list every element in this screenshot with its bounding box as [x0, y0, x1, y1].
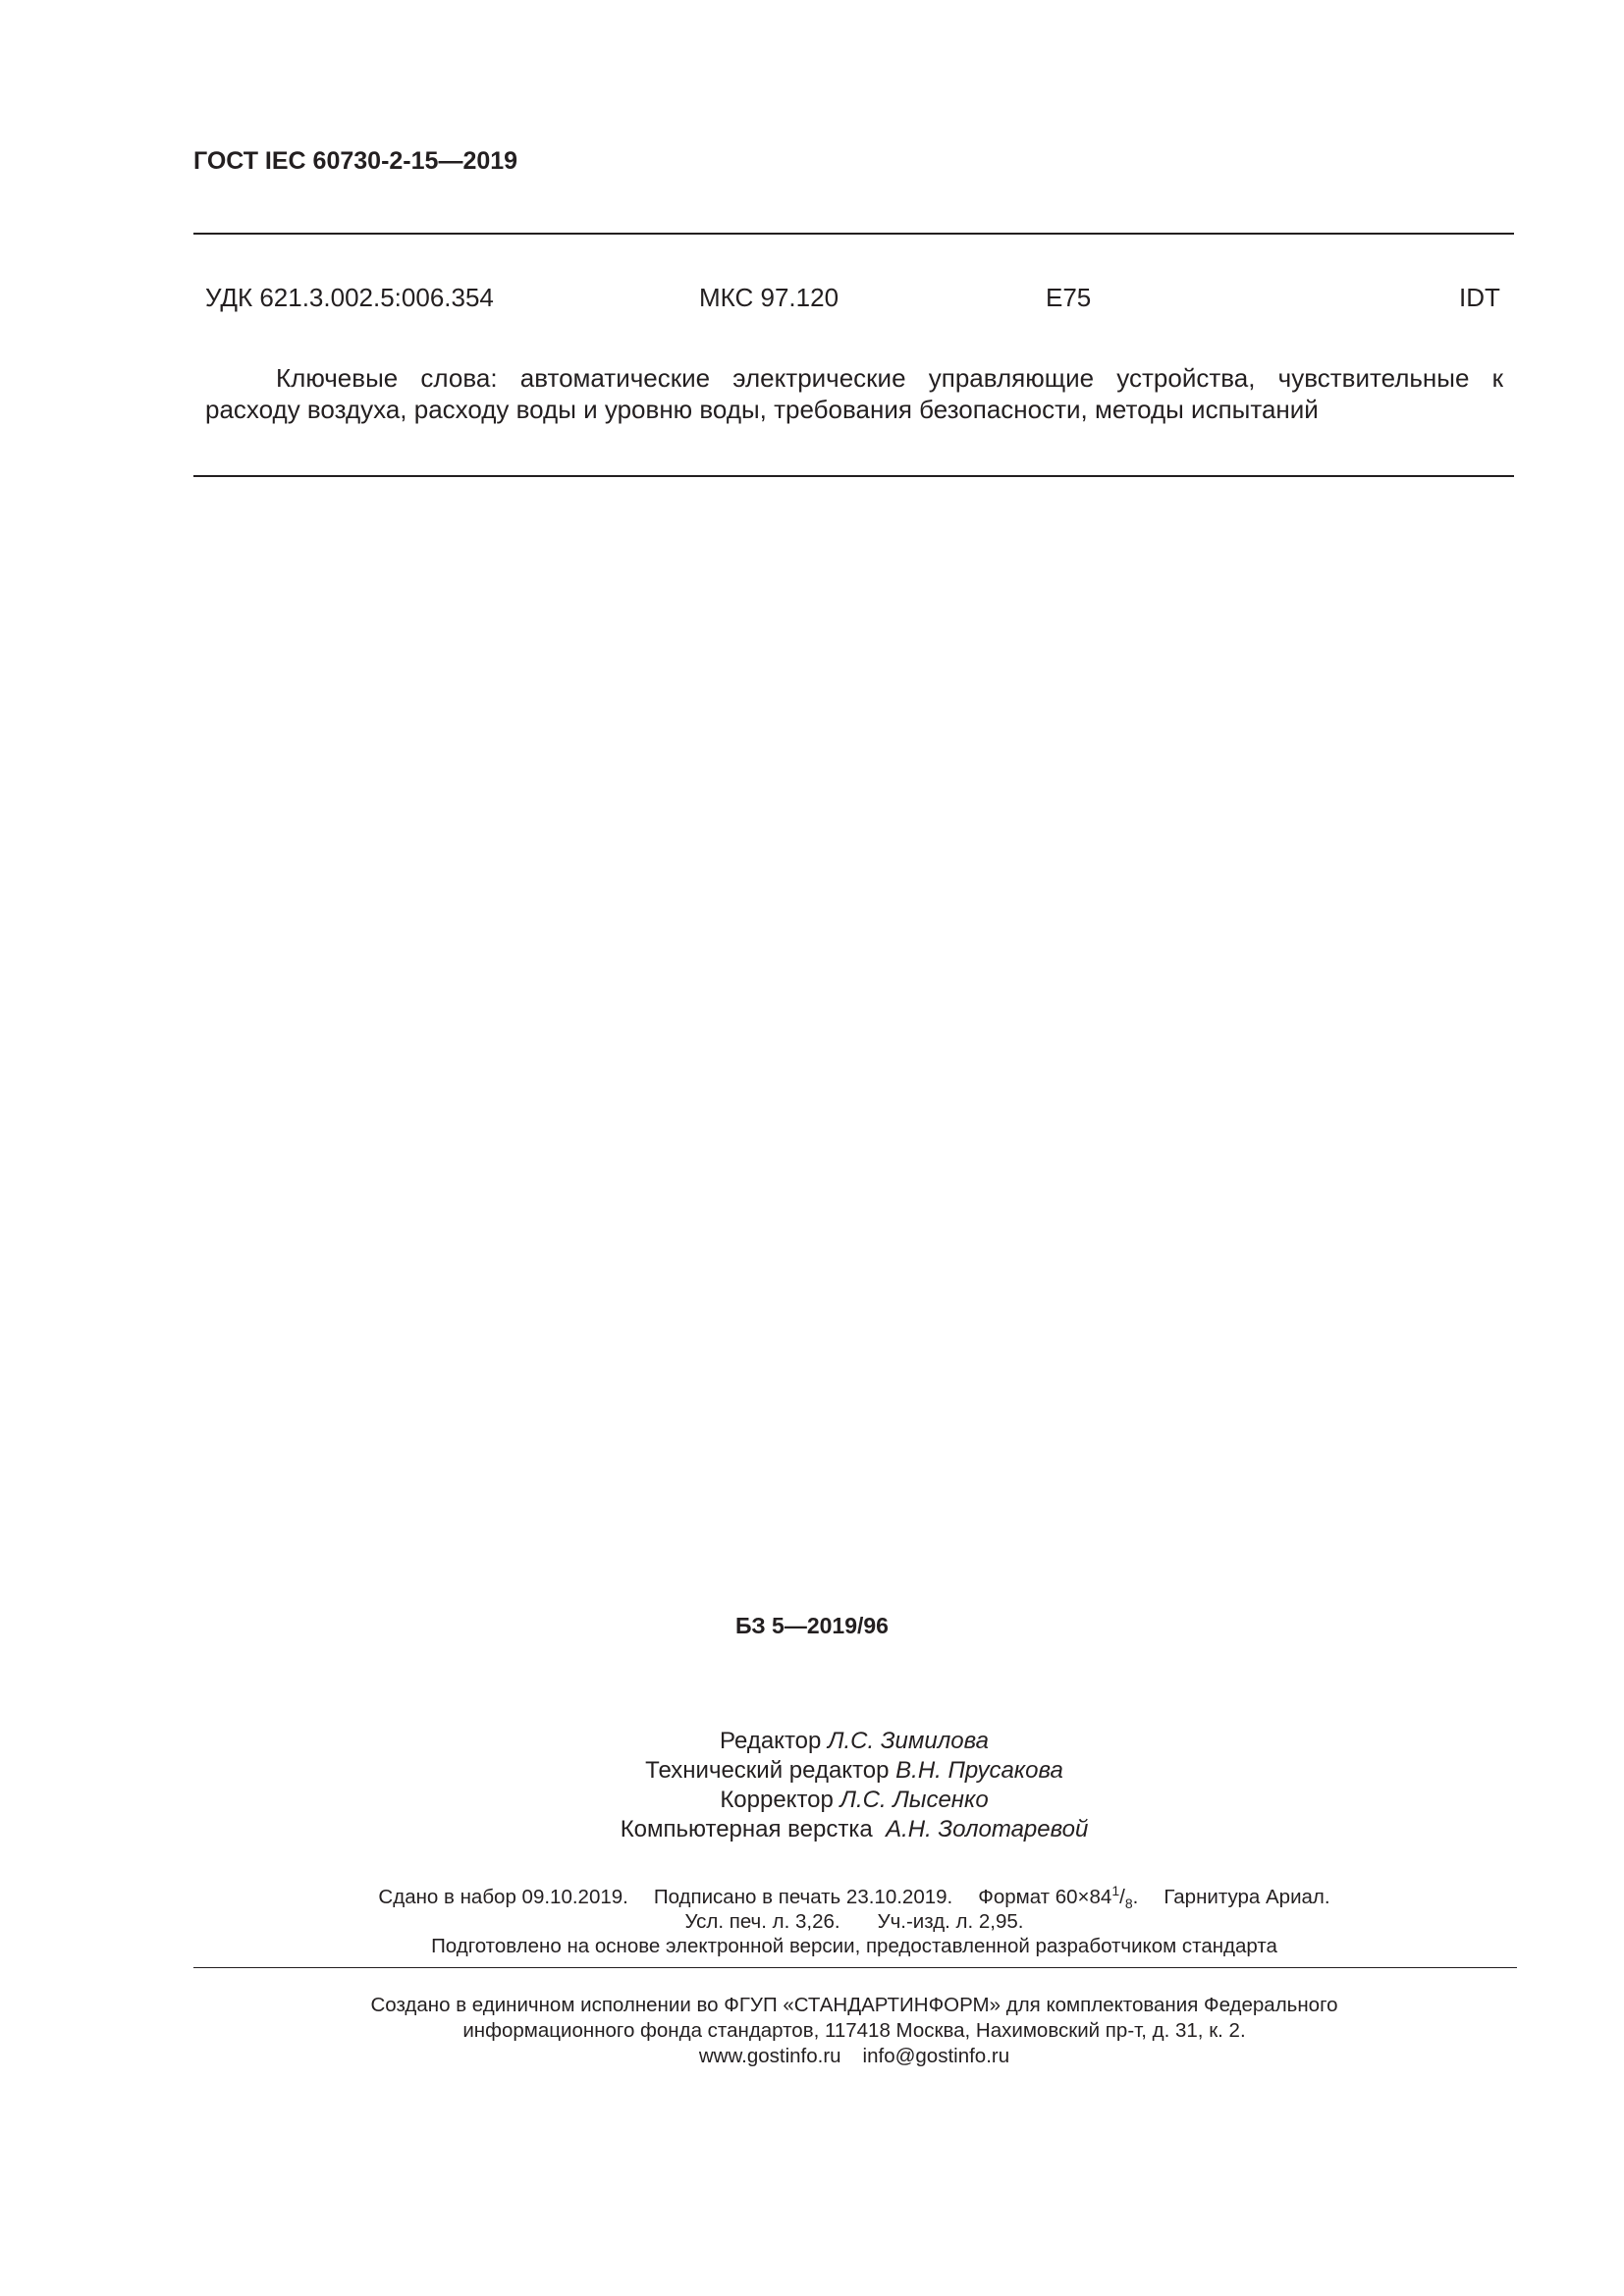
tech-editor-name: В.Н. Прусакова [895, 1757, 1063, 1784]
publisher-block [0, 1993, 1624, 2069]
email-link[interactable]: info@gostinfo.ru [862, 2045, 1010, 2067]
equivalence-degree: IDT [1459, 283, 1500, 312]
keywords-divider [193, 475, 1514, 477]
layout-name: А.Н. Золотаревой [886, 1816, 1089, 1842]
document-code: ГОСТ IEC 60730-2-15—2019 [193, 147, 518, 175]
publisher-line-2: информационного фонда стандартов, 117418 Москва, Нахимовский пр-т, д. 31, к. 2. [462, 2019, 1246, 2042]
keywords-line-2: расходу воздуха, расходу воды и уровню воды, требования безопасности, методы испытаний [205, 395, 1319, 424]
editor-name: Л.С. Зимилова [828, 1728, 989, 1754]
top-divider [193, 233, 1514, 235]
staff-credits [0, 1727, 1624, 1844]
imprint-line-2: Усл. печ. л. 3,26. Уч.-изд. л. 2,95. [684, 1910, 1024, 1933]
bz-number: БЗ 5—2019/96 [735, 1613, 889, 1638]
imprint-divider [193, 1967, 1517, 1968]
layout-line: Компьютерная верстка А.Н. Золотаревой [620, 1816, 1089, 1842]
publisher-contacts [0, 2044, 1624, 2069]
imprint-block [0, 1885, 1624, 1958]
imprint-line-1: Сдано в набор 09.10.2019. Подписано в печать 23.10.2019. Формат $60\times 84^1/_8$. Гарнитура Ариал. [378, 1883, 1330, 1912]
mks-code: МКС 97.120 [699, 283, 839, 312]
keywords-paragraph [205, 362, 1503, 425]
website-link[interactable]: www.gostinfo.ru [698, 2045, 841, 2067]
corrector-line: Корректор Л.С. Лысенко [720, 1787, 989, 1813]
udk-code: УДК 621.3.002.5:006.354 [205, 283, 494, 312]
editor-line: Редактор Л.С. Зимилова [720, 1728, 989, 1754]
imprint-line-3: Подготовлено на основе электронной версии, предоставленной разработчиком стандарта [431, 1935, 1277, 1957]
keywords-line-1: Ключевые слова: автоматические электрические управляющие устройства, чувствительные к [276, 363, 1503, 393]
tech-editor-line: Технический редактор В.Н. Прусакова [645, 1757, 1063, 1784]
corrector-name: Л.С. Лысенко [839, 1787, 989, 1813]
publisher-line-1: Создано в единичном исполнении во ФГУП «СТАНДАРТИНФОРМ» для комплектования Федерального [370, 1994, 1338, 2016]
okp-code: Е75 [1046, 283, 1092, 312]
